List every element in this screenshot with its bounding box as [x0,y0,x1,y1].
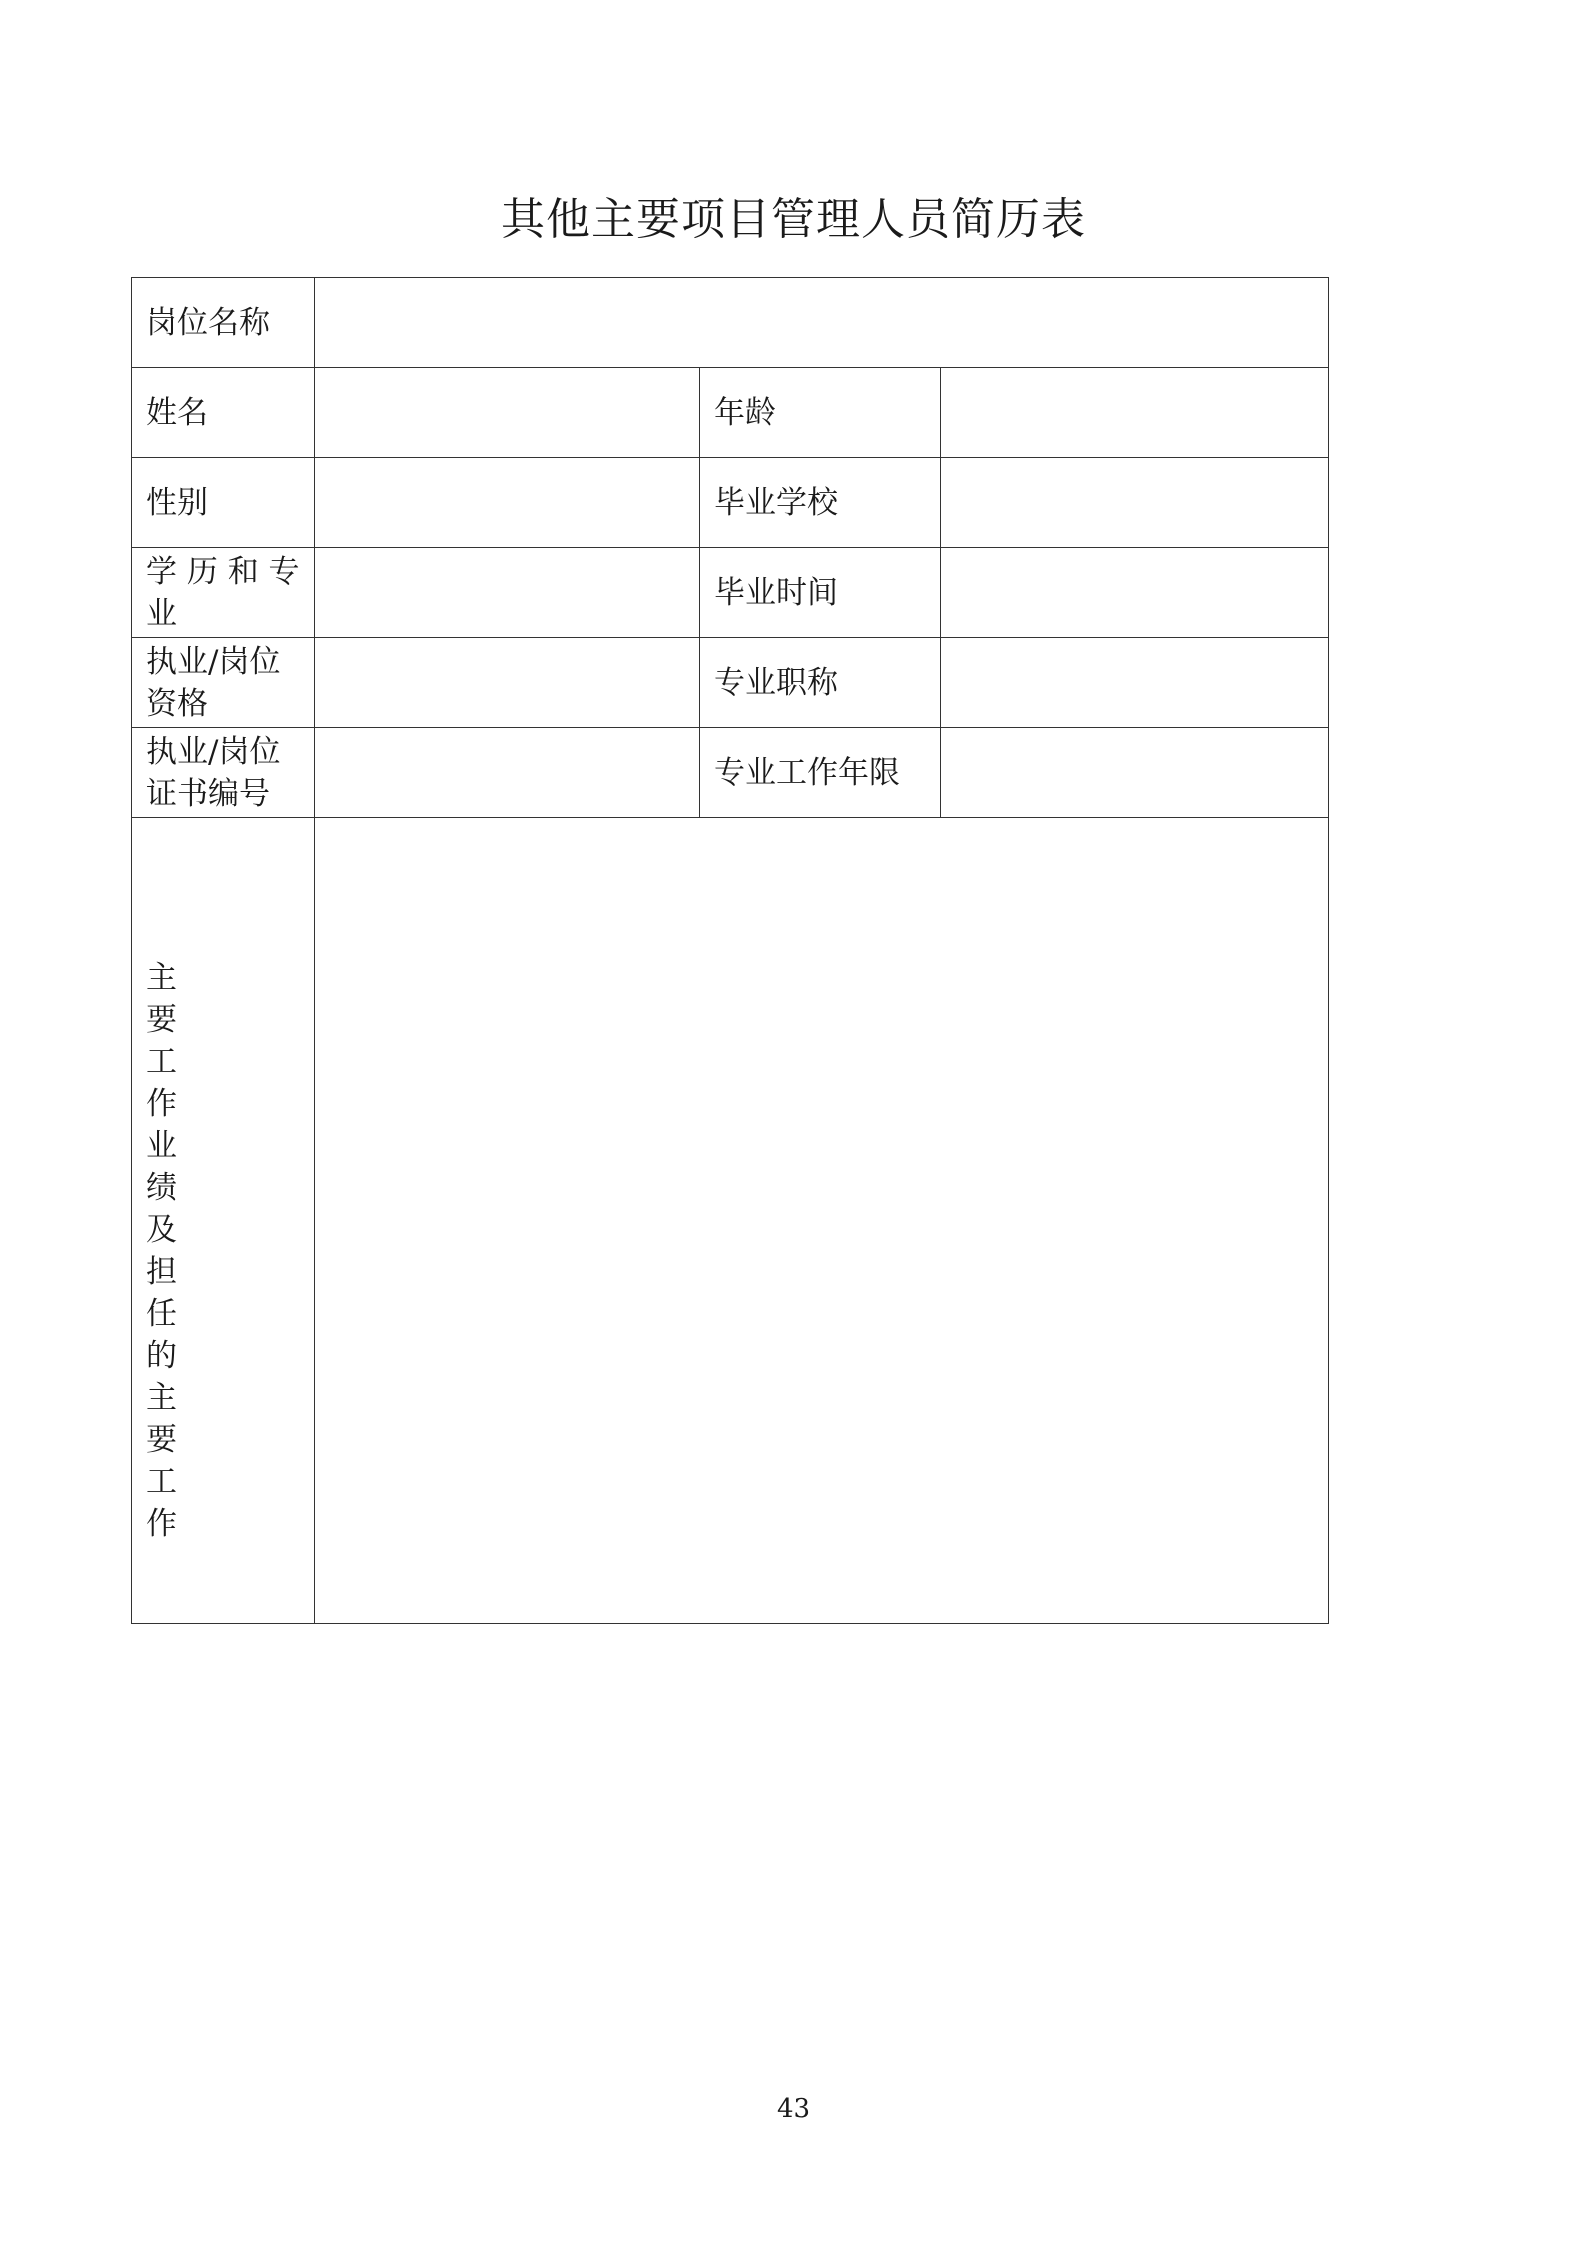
education-major-label [132,548,315,638]
resume-form-table [131,277,1329,1624]
name-label: 姓名 [132,368,315,458]
professional-title-field[interactable] [941,638,1329,728]
certificate-label [132,728,315,818]
education-major-field[interactable] [315,548,700,638]
table-row [132,368,1329,458]
age-field[interactable] [941,368,1329,458]
professional-title-label: 专业职称 [700,638,941,728]
table-row [132,818,1329,1624]
table-row [132,458,1329,548]
age-label: 年龄 [700,368,941,458]
qualification-label [132,638,315,728]
table-row [132,728,1329,818]
education-major-label-line2: 业 [146,595,177,632]
school-field[interactable] [941,458,1329,548]
certificate-label-line1: 执业/岗位 [146,733,281,770]
position-name-field[interactable] [315,278,1329,368]
page-title: 其他主要项目管理人员简历表 [501,194,1086,245]
table-row [132,278,1329,368]
work-years-field[interactable] [941,728,1329,818]
main-work-label: 主 要 工 作 业 绩 及 担 任 的 主 要 工 作 [146,959,177,1542]
education-major-label-line1: 学 历 和 专 [146,553,300,590]
gender-field[interactable] [315,458,700,548]
work-years-label: 专业工作年限 [700,728,941,818]
qualification-label-line1: 执业/岗位 [146,643,281,680]
page-number: 43 [776,2094,811,2124]
name-field[interactable] [315,368,700,458]
gender-label: 性别 [132,458,315,548]
position-name-label: 岗位名称 [132,278,315,368]
qualification-field[interactable] [315,638,700,728]
main-work-label-cell [132,818,315,1624]
certificate-number-field[interactable] [315,728,700,818]
graduation-time-field[interactable] [941,548,1329,638]
table-row [132,638,1329,728]
school-label: 毕业学校 [700,458,941,548]
table-row [132,548,1329,638]
main-work-field[interactable] [315,818,1329,1624]
certificate-label-line2: 证书编号 [146,775,270,812]
graduation-time-label: 毕业时间 [700,548,941,638]
qualification-label-line2: 资格 [146,685,208,722]
